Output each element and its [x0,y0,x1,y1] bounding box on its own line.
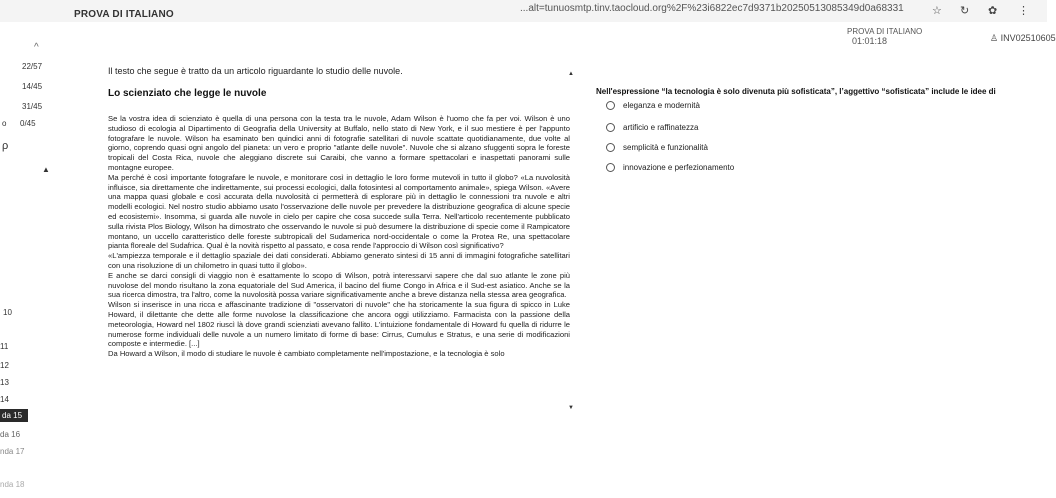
passage-title: Lo scienziato che legge le nuvole [108,88,267,99]
url-text[interactable]: ...alt=tunuosmtp.tinv.taocloud.org%2F%23i6822ec7d9371b20250513085349d0a68331 [520,3,904,14]
passage-paragraph: Wilson si inserisce in una ricca e affascinante tradizione di "osservatori di nuvole" che ha storicamente la sua figura di spicco in Luke Howard, il dilettante che dette alle forme nuvolose la classificazione che ancora oggi utilizziamo. Farmacista con la passione della meteorologia, Howard nel 1802 riuscì là dove grandi scienziati avevano fallito. L'intuizione fondamentale di Howard fu quella di ridurre le numerose forme individuali delle nuvole a un numero limitato di forme di base: Cirrus, Cumulus e Stratus, e una serie di modificazioni composte e intermedie. [...] [108,300,570,349]
scroll-up-icon[interactable]: ▲ [568,71,574,77]
passage-paragraph: «L'ampiezza temporale e il dettaglio spaziale dei dati considerati. Abbiamo generato sintesi di 15 anni di immagini fotografiche satellitari con una risoluzione di un chilometro in quasi tutto il globo». [108,251,570,270]
menu-icon[interactable]: ⋮ [1018,5,1029,17]
question-item[interactable]: nda 18 [0,480,25,489]
option-label: innovazione e perfezionamento [623,163,735,172]
passage-body [108,114,570,359]
question-item-active[interactable]: da 15 [0,409,28,422]
user-icon: ♙ [990,33,999,43]
question-item[interactable]: 13 [0,378,9,387]
option-label: artificio e raffinatezza [623,123,699,132]
question-text: Nell'espressione “la tecnologia è solo divenuta più sofisticata”, l’aggettivo “sofisticata” include le idee di [596,87,996,96]
passage-paragraph: Da Howard a Wilson, il modo di studiare le nuvole è cambiato completamente nell'impostazione, e la tecnologia è solo [108,349,505,359]
timer: 01:01:18 [852,36,888,46]
arrow-up-icon[interactable]: ▲ [42,165,50,174]
sidebar-item-section[interactable]: 14/45 [22,82,43,91]
answer-option-b[interactable] [606,123,698,132]
sidebar-item-section[interactable]: 31/45 [22,102,43,111]
question-item[interactable]: nda 17 [0,447,25,456]
radio-button[interactable] [606,143,615,152]
user-id-label: INV02510605 [1000,33,1056,43]
passage-intro: Il testo che segue è tratto da un articolo riguardante lo studio delle nuvole. [108,66,403,76]
question-item[interactable]: 14 [0,395,9,404]
radio-button[interactable] [606,163,615,172]
passage-paragraph: Ma perché è così importante fotografare le nuvole, e monitorare così in dettaglio le loro forme mutevoli in tutto il globo? «La nuvolosità influisce, sia direttamente che indirettamente, sui processi ecologici, dalla fotosintesi al comportamento animale», spiega Wilson. «Avere una mappa quasi globale e così accurata della nuvolosità ci permetterà di esplorare più in dettaglio le connessioni tra nuvole e altri modelli ecologici. Nel nostro studio abbiamo usato l'osservazione delle nuvole per prevedere la distribuzione geografica di alcune specie ed ecosistemi». Insomma, si guarda alle nuvole in cielo per capire che cosa succede sulla Terra. Nell'articolo recentemente pubblicato sulla rivista Plos Biology, Wilson ha dimostrato che osservando le nuvole si può desumere la distribuzione di specie come il Rampicatore montano, un uccello caratteristico delle foreste subtropicali del Sudamerica nord-occidentale o come la Protea Re, una spettacolare pianta floreale del Sudafrica. Qual è la novità rispetto al passato, e cosa rende l'approccio di Wilson così significativo? [108,172,570,251]
reading-passage [103,66,575,428]
answer-option-c[interactable] [606,143,708,152]
collapse-icon[interactable]: ^ [34,42,39,53]
search-icon[interactable]: ρ [2,140,9,152]
star-icon[interactable]: ☆ [932,5,942,17]
scroll-down-icon[interactable]: ▼ [568,405,574,411]
option-label: eleganza e modernità [623,101,700,110]
question-item[interactable]: da 16 [0,430,21,439]
option-label: semplicità e funzionalità [623,143,708,152]
extensions-icon[interactable]: ✿ [988,5,998,17]
radio-button[interactable] [606,101,615,110]
window-title: PROVA DI ITALIANO [74,9,174,20]
refresh-icon[interactable]: ↻ [960,5,970,17]
exam-name: PROVA DI ITALIANO [847,27,923,36]
answer-option-d[interactable] [606,163,734,172]
question-item[interactable]: 10 [3,308,12,317]
question-item[interactable]: 11 [0,342,9,351]
passage-paragraph: Se la vostra idea di scienziato è quella di una persona con la testa tra le nuvole, Adam Wilson è l'uomo che fa per voi. Wilson è uno studioso di ecologia al Dipartimento di Geografia della University at Buffalo, nello stato di New York, e il suo mestiere è per l'appunto fotografare le nuvole. Wilson ha esaminato ben quindici anni di fotografie satellitari di nuvole scattate quotidianamente, due volte al giorno, coprendo quasi ogni angolo del pianeta: un vero e proprio "atlante delle nuvole". Nuvole che si alzano sfuggenti sopra le foreste tropicali del Costa Rica, nuvole che aleggiano discrete sui Caraibi, che vanno a formare spettacolari e inaspettati panorami sulle montagne europee. [108,114,570,172]
sidebar-item-section[interactable]: 22/57 [22,62,43,71]
radio-button[interactable] [606,123,615,132]
user-id [990,33,1056,44]
sidebar-item-section[interactable]: o [2,119,7,128]
answer-option-a[interactable] [606,101,700,110]
sidebar-item-section[interactable]: 0/45 [20,119,36,128]
passage-paragraph: E anche se darci consigli di viaggio non è esattamente lo scopo di Wilson, potrà interessarvi sapere che dal suo atlante le zone più nuvolose del mondo risultano la zona equatoriale del Sud America, il bacino del fiume Congo in Africa e il Sud-est asiatico. Anche se la sua ricerca dimostra, tra l'altro, come la nuvolosità possa variare significativamente anche a breve distanza nella stessa area geografica. [108,270,570,300]
question-item[interactable]: 12 [0,361,9,370]
